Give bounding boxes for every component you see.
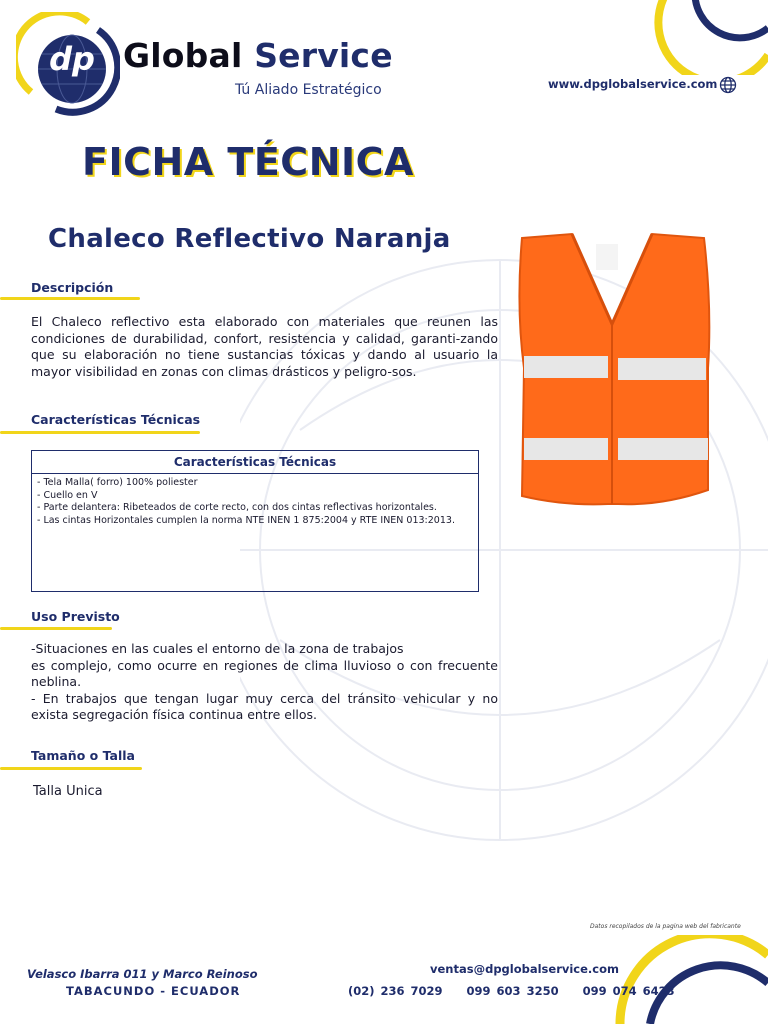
section-title-descripcion: Descripción	[31, 280, 114, 295]
product-name: Chaleco Reflectivo Naranja	[48, 224, 451, 254]
logo-initials: dp	[49, 40, 95, 78]
section-title-talla: Tamaño o Talla	[31, 748, 135, 763]
spec-item: - Las cintas Horizontales cumplen la norma NTE INEN 1 875:2004 y RTE INEN 013:2013.	[37, 515, 455, 527]
tagline: Tú Aliado Estratégico	[235, 82, 382, 98]
email-link[interactable]: ventas@dpglobalservice.com	[430, 962, 619, 976]
section-underline	[0, 627, 112, 630]
section-underline	[0, 297, 140, 300]
product-image-vest	[512, 228, 718, 510]
descripcion-text	[31, 314, 498, 380]
section-title-caracteristicas: Características Técnicas	[31, 412, 201, 427]
spec-item: - Tela Malla( forro) 100% poliester	[37, 477, 198, 488]
top-right-arcs	[640, 0, 768, 75]
brand-global: Global	[123, 36, 243, 75]
uso-line: - En trabajos que tengan lugar muy cerca del tránsito vehicular y no exista segregación física continua entre ellos.	[31, 690, 498, 723]
uso-line: es complejo, como ocurre en regiones de clima lluvioso o con frecuente neblina.	[31, 657, 498, 690]
descripcion-paragraph: El Chaleco reflectivo esta elaborado con materiales que reunen las condiciones de durabilidad, confort, resistencia y calidad, garanti-zando que su elaboración no tiene sustancias tóxicas y dando al usuario la mayor visibilidad en zonas con climas drásticos y peligro-sos.	[31, 314, 498, 379]
brand-service: Service	[254, 36, 393, 75]
spec-item: - Parte delantera: Ribeteados de corte recto, con dos cintas reflectivas horizontales.	[37, 502, 437, 514]
bottom-right-arcs	[610, 935, 768, 1024]
specs-table-header: Características Técnicas	[32, 451, 478, 474]
website-link[interactable]: www.dpglobalservice.com	[548, 77, 718, 91]
page-title: FICHA TÉCNICA	[82, 140, 414, 184]
section-title-uso: Uso Previsto	[31, 609, 120, 624]
specs-table-body	[32, 474, 478, 528]
address-line-2: TABACUNDO - ECUADOR	[66, 984, 241, 998]
talla-value: Talla Unica	[33, 784, 103, 799]
uso-text	[31, 641, 498, 724]
brand-title	[123, 36, 393, 75]
section-underline	[0, 431, 200, 434]
source-note: Datos recopilados de la pagina web del fabricante	[590, 923, 741, 930]
globe-icon[interactable]	[719, 76, 737, 94]
spec-item: - Cuello en V	[37, 489, 98, 501]
address-line-1: Velasco Ibarra 011 y Marco Reinoso	[27, 967, 258, 981]
specs-table	[31, 450, 479, 592]
phone-numbers: (02) 236 7029 099 603 3250 099 074 6423	[348, 984, 675, 998]
section-underline	[0, 767, 142, 770]
uso-line: -Situaciones en las cuales el entorno de la zona de trabajos	[31, 641, 404, 656]
